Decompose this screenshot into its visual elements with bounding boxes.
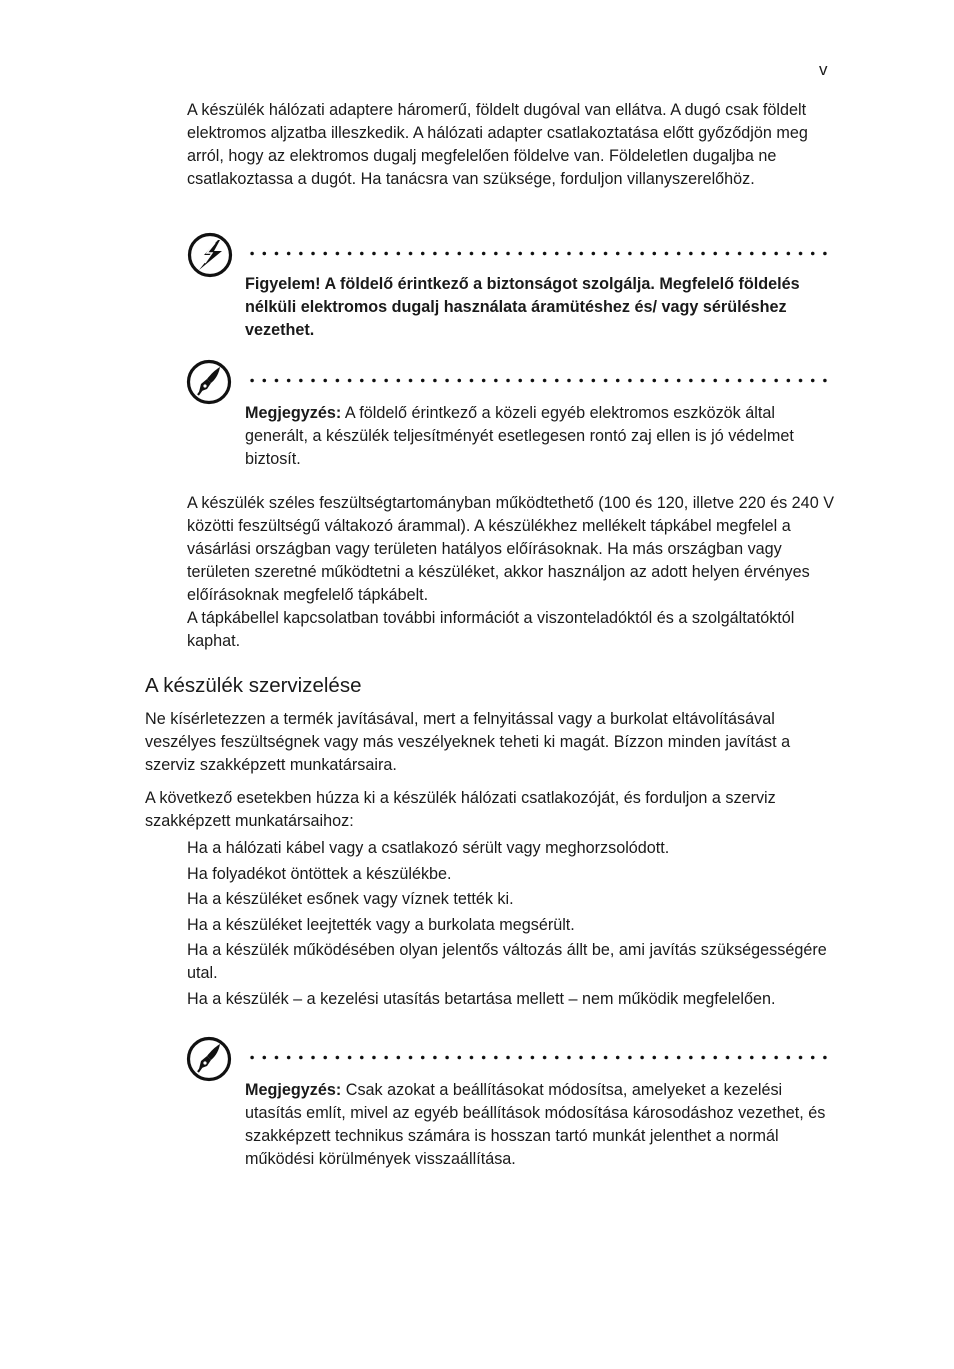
page-number: v (819, 60, 828, 79)
lightning-warning-icon (187, 232, 233, 278)
note2-body: Csak azokat a beállításokat módosítsa, amelyeket a kezelési utasítás említ, mivel az egyéb beállítások módosítása károsodáshoz vezethet, és szakképzett technikus számára is hosszan tartó munkát jelenthet a normál működési körülmények visszaállítása. (245, 1081, 826, 1168)
note2-text (245, 1079, 835, 1171)
note-pen-icon (186, 359, 232, 405)
note1-text (245, 402, 835, 471)
warning-divider (246, 251, 832, 256)
note2-divider (246, 1055, 832, 1060)
service-cases-list (187, 837, 837, 1011)
note1-divider (246, 378, 832, 383)
list-item: Ha a készüléket esőnek vagy víznek tették ki. (187, 890, 514, 908)
grounding-paragraph: A készülék hálózati adaptere háromerű, földelt dugóval van ellátva. A dugó csak földelt elektromos aljzatba illeszkedik. A hálózati adapter csatlakoztatása előtt győződjön meg arról, hogy az elektromos dugalj megfelelően földelve van. Földeletlen dugaljba ne csatlakoztassa a dugót. Ha tanácsra van szüksége, forduljon villanyszerelőhöz. (187, 101, 808, 188)
list-item: Ha a készüléket leejtették vagy a burkolata megsérült. (187, 915, 575, 934)
list-item: Ha folyadékot öntöttek a készülékbe. (187, 864, 452, 883)
voltage-paragraph: A készülék széles feszültségtartományban működtethető (100 és 120, illetve 220 és 240 V közötti feszültségű váltakozó árammal). A készülékhez mellékelt tápkábel megfelel a vásárlási országban vagy területen hatályos előírásoknak. Ha más országban vagy területen szeretné működtetni a készüléket, akkor használjon az adott helyen érvényes előírásoknak megfelelő tápkábelt. (187, 494, 834, 604)
warning-text: Figyelem! A földelő érintkező a biztonságot szolgálja. Megfelelő földelés nélküli elektromos dugalj használata áramütéshez és/ vagy sérüléshez vezethet. (245, 275, 800, 339)
power-cord-info-paragraph: A tápkábellel kapcsolatban további információt a viszonteladóktól és a szolgáltatóktól kaphat. (187, 609, 795, 650)
note1-body: A földelő érintkező a közeli egyéb elektromos eszközök által generált, a készülék teljesítményét esetlegesen rontó zaj ellen is jó védelmet biztosít. (245, 404, 794, 468)
note2-label: Megjegyzés: (245, 1081, 342, 1099)
service-cases-intro: A következő esetekben húzza ki a készülék hálózati csatlakozóját, és forduljon a szerviz szakképzett munkatársaihoz: (145, 789, 776, 830)
note1-label: Megjegyzés: (245, 404, 342, 422)
list-item: Ha a készülék – a kezelési utasítás betartása mellett – nem működik megfelelően. (187, 989, 776, 1008)
list-item: Ha a készülék működésében olyan jelentős változás állt be, ami javítás szükségességére utal. (187, 941, 827, 982)
section-heading: A készülék szervizelése (145, 674, 362, 697)
service-warning-paragraph: Ne kísérletezzen a termék javításával, mert a felnyitással vagy a burkolat eltávolításával veszélyes feszültségnek vagy más veszélyeknek teheti ki magát. Bízzon minden javítást a szerviz szakképzett munkatársaira. (145, 710, 791, 774)
list-item: Ha a hálózati kábel vagy a csatlakozó sérült vagy meghorzsolódott. (187, 839, 670, 857)
note-pen-icon (186, 1036, 232, 1082)
